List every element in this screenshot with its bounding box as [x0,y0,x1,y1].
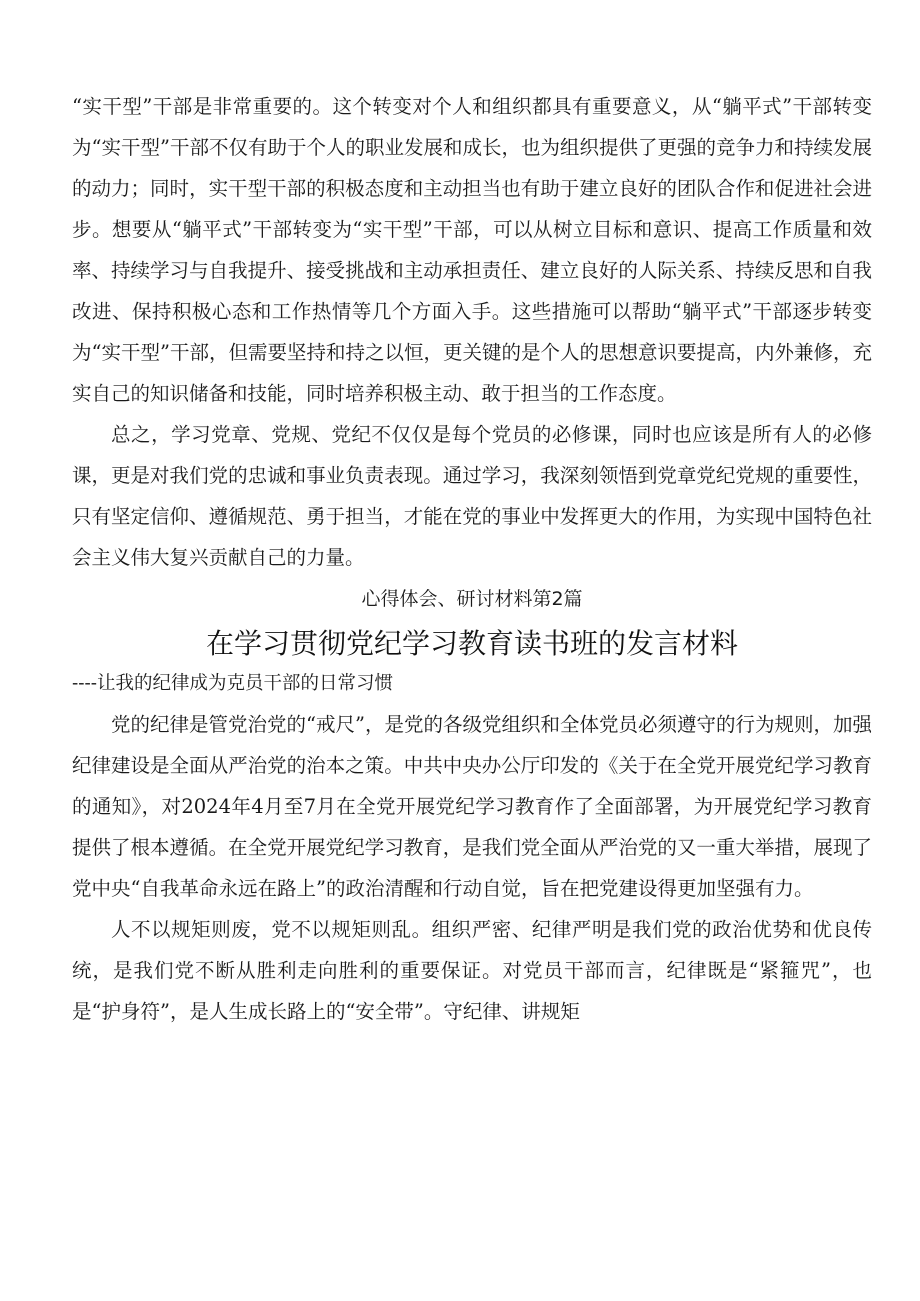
paragraph-conclusion: 总之，学习党章、党规、党纪不仅仅是每个党员的必修课，同时也应该是所有人的必修课，更是对我们党的忠诚和事业负责表现。通过学习，我深刻领悟到党章党纪党规的重要性，只有坚定信仰、遵循规范、勇于担当，才能在党的事业中发挥更大的作用，为实现中国特色社会主义伟大复兴贡献自己的力量。 [72,423,872,569]
paragraph-discipline-intro: 党的纪律是管党治党的“戒尺”，是党的各级党组织和全体党员必须遵守的行为规则，加强纪律建设是全面从严治党的治本之策。中共中央办公厅印发的《关于在全党开展党纪学习教育的通知》，对2024年4月至7月在全党开展党纪学习教育作了全面部署，为开展党纪学习教育提供了根本遵循。在全党开展党纪学习教育，是我们党全面从严治党的又一重大举措，展现了党中央“自我革命永远在路上”的政治清醒和行动自觉，旨在把党建设得更加坚强有力。 [72,713,872,900]
document-subtitle: ----让我的纪律成为克员干部的日常习惯 [72,673,394,694]
paragraph-rules: 人不以规矩则废，党不以规矩则乱。组织严密、纪律严明是我们党的政治优势和优良传统，是我们党不断从胜利走向胜利的重要保证。对党员干部而言，纪律既是“紧箍咒”，也是“护身符”，是人生成长路上的“安全带”。守纪律、讲规矩 [72,918,872,1023]
document-title: 在学习贯彻党纪学习教育读书班的发言材料 [205,627,738,660]
section-label: 心得体会、研讨材料第2篇 [361,588,583,610]
paragraph-continuation: “实干型”干部是非常重要的。这个转变对个人和组织都具有重要意义，从“躺平式”干部转变为“实干型”干部不仅有助于个人的职业发展和成长，也为组织提供了更强的竞争力和持续发展的动力；同时，实干型干部的积极态度和主动担当也有助于建立良好的团队合作和促进社会进步。想要从“躺平式”干部转变为“实干型”干部，可以从树立目标和意识、提高工作质量和效率、持续学习与自我提升、接受挑战和主动承担责任、建立良好的人际关系、持续反思和自我改进、保持积极心态和工作热情等几个方面入手。这些措施可以帮助“躺平式”干部逐步转变为“实干型”干部，但需要坚持和持之以恒，更关键的是个人的思想意识要提高，内外兼修，充实自己的知识储备和技能，同时培养积极主动、敢于担当的工作态度。 [72,95,872,405]
document-page [72,86,872,1032]
